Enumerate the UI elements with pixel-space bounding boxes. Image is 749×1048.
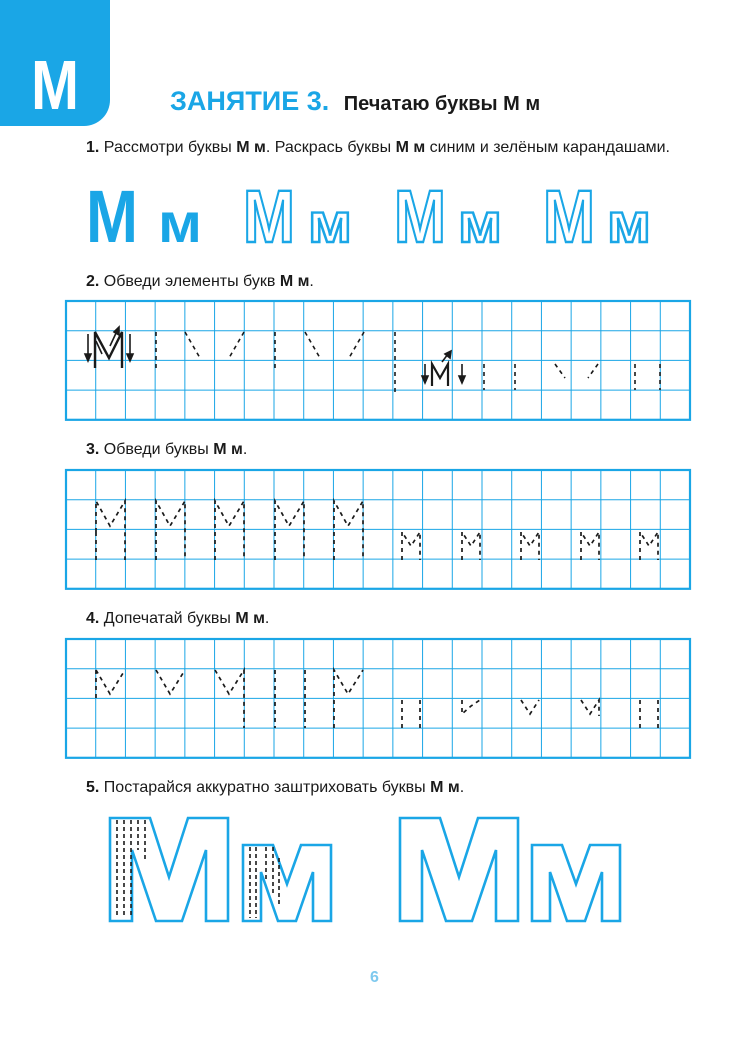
dashed-diagonal-up	[229, 332, 244, 358]
dashed-letter-part	[462, 700, 480, 714]
dashed-diagonal-down	[305, 332, 320, 358]
task-text: .	[242, 441, 248, 458]
outline-letter-lower: м	[308, 191, 352, 254]
task-text: Обведи буквы	[103, 441, 214, 458]
task-5-shading-hatch	[117, 820, 279, 918]
task-text: Обведи элементы букв	[103, 273, 280, 290]
task-1-letters	[86, 175, 651, 258]
shade-letter-m-upper	[400, 818, 518, 921]
task-text: . Раскрась буквы	[265, 139, 396, 156]
dashed-letter-part	[215, 670, 244, 728]
outline-letter-upper: М	[543, 175, 595, 258]
task-4-partial-letters	[96, 670, 658, 728]
dashed-letter-part	[521, 700, 539, 714]
task-text: .	[459, 779, 465, 796]
lesson-label: ЗАНЯТИЕ 3.	[170, 86, 330, 116]
task-5-outline-letters	[110, 818, 620, 921]
dashed-elements	[156, 332, 395, 392]
dashed-letter-m-upper	[215, 501, 244, 560]
page-number: 6	[370, 969, 379, 986]
shade-letter-m-upper	[110, 818, 228, 921]
dashed-elements-small	[484, 364, 660, 390]
task-2-elements	[85, 327, 660, 392]
sample-letter-upper-filled: М	[86, 175, 138, 258]
task-number: 3.	[86, 441, 100, 458]
task-number: 1.	[86, 139, 100, 156]
lesson-topic: Печатаю буквы М м	[343, 93, 541, 115]
task-number: 4.	[86, 610, 100, 627]
arrow-head	[459, 376, 465, 383]
dashed-letter-part	[96, 670, 125, 694]
dashed-letter-m-lower	[640, 532, 658, 560]
task-3-grid	[66, 470, 690, 589]
task-letters: М м	[213, 441, 243, 458]
shade-letter-m-lower	[532, 845, 620, 921]
sample-letter-lower-filled: м	[158, 191, 202, 254]
corner-letter: М	[31, 46, 79, 124]
dashed-letter-m-lower	[581, 532, 599, 560]
task-text: синим и зелёным карандашами.	[425, 139, 670, 156]
task-text: .	[309, 273, 314, 290]
dashed-letter-part	[334, 670, 363, 728]
example-letter-m-lower	[432, 364, 448, 386]
task-number: 5.	[86, 779, 100, 796]
dashed-diagonal-down	[555, 364, 565, 378]
dashed-diagonal-up	[588, 364, 598, 378]
dashed-letter-m-upper	[156, 501, 185, 560]
dashed-diagonal-down	[185, 332, 200, 358]
task-letters: М м	[279, 273, 310, 290]
task-4-grid	[66, 639, 690, 758]
task-letters: М м	[430, 779, 460, 796]
outline-letter-upper: М	[243, 175, 295, 258]
task-text: Постарайся аккуратно заштриховать буквы	[103, 779, 431, 796]
dashed-letter-m-upper	[275, 501, 304, 560]
task-text: .	[264, 610, 270, 627]
task-letters: М м	[235, 610, 265, 627]
dashed-letter-m-upper	[334, 501, 363, 560]
outline-letter-upper: М	[394, 175, 446, 258]
arrow-head	[114, 327, 119, 335]
task-letters: М м	[236, 139, 266, 156]
dashed-letter-m-lower	[521, 532, 539, 560]
dashed-letter-m-lower	[462, 532, 480, 560]
example-letter-m-upper	[95, 332, 122, 368]
dashed-letter-part	[581, 700, 599, 716]
task-text: Допечатай буквы	[103, 610, 236, 627]
task-2-grid	[66, 301, 690, 420]
dashed-diagonal-up	[349, 332, 364, 358]
outline-letter-lower: м	[458, 191, 502, 254]
outline-letter-lower: м	[607, 191, 651, 254]
dashed-letter-m-lower	[402, 532, 420, 560]
task-text: Рассмотри буквы	[103, 139, 237, 156]
dashed-letter-m-upper	[96, 501, 125, 560]
dashed-letter-part	[156, 670, 185, 694]
task-3-dashed-letters	[96, 501, 658, 560]
task-number: 2.	[86, 273, 100, 290]
task-letters: М м	[395, 139, 426, 156]
